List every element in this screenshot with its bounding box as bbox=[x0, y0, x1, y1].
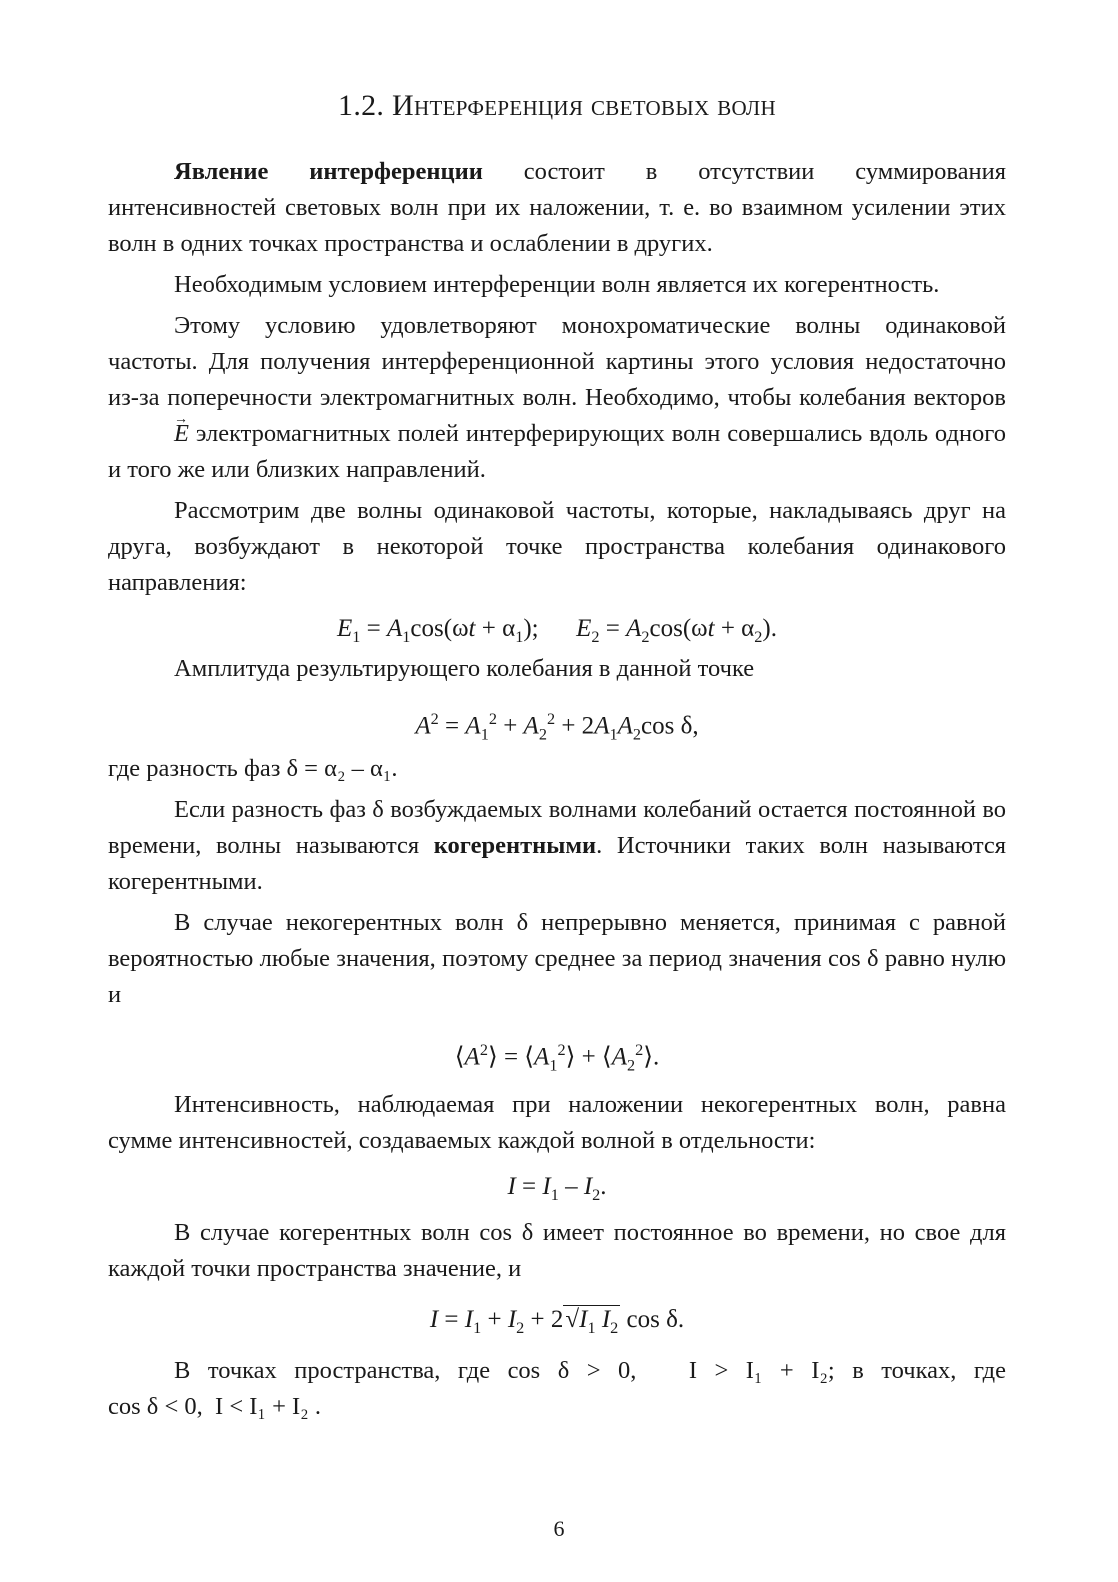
paragraph-text: В точках пространства, где bbox=[174, 1357, 508, 1384]
phase-difference-formula: δ = α₂ – α₁. bbox=[286, 755, 398, 782]
paragraph-conditions bbox=[108, 1353, 1006, 1425]
paragraph-text: возбуждаемых волнами колебаний остается постоянной во времени, волны называются bbox=[108, 796, 1006, 859]
paragraph-monochromatic bbox=[108, 308, 1006, 488]
paragraph-two-waves: Рассмотрим две волны одинаковой частоты, которые, накладываясь друг на друга, возбуждают в некоторой точке пространства колебания одинакового направления: bbox=[108, 497, 1006, 596]
delta-symbol: δ bbox=[372, 796, 384, 823]
paragraph-text: В случае некогерентных волн bbox=[174, 909, 517, 936]
vector-e-symbol: → E bbox=[108, 416, 189, 452]
paragraph-coherent bbox=[108, 792, 1006, 900]
paragraph-text: непрерывно меняется, принимая с равной вероятностью любые значения, поэтому среднее за период значения bbox=[108, 909, 1007, 972]
paragraph-text: Этому условию удовлетворяют монохроматические волны одинаковой частоты. Для получения интерференционной картины этого условия недостаточно из-за поперечности электромагнитных волн. Необходимо, чтобы колебания векторов bbox=[108, 312, 1006, 411]
term-interference: Явление интерференции bbox=[174, 158, 483, 185]
paragraph-intensity-incoherent: Интенсивность, наблюдаемая при наложении некогерентных волн, равна сумме интенсивностей, создаваемых каждой волной в отдельности: bbox=[108, 1091, 1006, 1154]
paragraph-coherent-cos bbox=[108, 1215, 1006, 1287]
section-title: 1.2. Интерференция световых волн bbox=[338, 89, 776, 122]
paragraph-text: Если разность фаз bbox=[174, 796, 373, 823]
paragraph-text: электромагнитных полей интерферирующих волн совершались вдоль одного и того же или близких направлений. bbox=[108, 420, 1006, 483]
cos-delta-symbol: cos δ bbox=[479, 1219, 534, 1246]
result-intensity-less: I < I₁ + I₂ . bbox=[215, 1393, 321, 1420]
page-number: 6 bbox=[553, 1516, 565, 1541]
paragraph-definition bbox=[108, 154, 1006, 262]
equation-intensity-coherent: $I = I_1 + I_2 + 2√I_1$ $I_2$ cos δ. bbox=[108, 1287, 1006, 1353]
paragraph-incoherent bbox=[108, 905, 1006, 1013]
paragraph-condition: Необходимым условием интерференции волн является их когерентность. bbox=[174, 271, 940, 298]
paragraph-phase-difference bbox=[108, 751, 1006, 787]
paragraph-amplitude: Амплитуда результирующего колебания в данной точке bbox=[174, 655, 755, 682]
result-intensity-greater: I > I₁ + I₂; bbox=[688, 1357, 835, 1384]
delta-symbol: δ bbox=[516, 909, 529, 936]
condition-cos-negative: cos δ < 0, bbox=[108, 1393, 203, 1420]
cos-delta-symbol: cos δ bbox=[828, 945, 879, 972]
paragraph-text: в точках, где bbox=[834, 1357, 1006, 1384]
equation-average: $⟨A^2⟩$ = $⟨A_1^2⟩$ + $⟨A_2^2⟩$. bbox=[454, 1041, 660, 1075]
equation-waves: $E_1 = A_1\cos(\omega t + \alpha_1)$; $E_2 = A_2\cos(\omega t + \alpha_2)$. bbox=[337, 615, 777, 646]
paragraph-text: состоит в отсутствии суммирования интенсивностей световых волн при их наложении, т. е. во взаимном усилении этих волн в одних точках пространства и ослаблении в других. bbox=[108, 158, 1007, 257]
paragraph-text: равно нулю и bbox=[108, 945, 1006, 1008]
paragraph-text: В случае когерентных волн bbox=[174, 1219, 480, 1246]
condition-cos-positive: cos δ > 0, bbox=[507, 1357, 637, 1384]
paragraph-text: . Источники таких волн называются когерентными. bbox=[108, 832, 1007, 895]
paragraph-text: где разность фаз bbox=[108, 755, 287, 782]
paragraph-text: имеет постоянное во времени, но свое для каждой точки пространства значение, и bbox=[108, 1219, 1007, 1282]
equation-intensity-sum: $I = I_1 - I_2$. bbox=[507, 1173, 607, 1204]
equation-amplitude: $A^2 = A_1^2 + A_2^2 + 2A_1A_2\cos$ δ, bbox=[415, 710, 699, 744]
term-coherent: когерентными bbox=[433, 832, 597, 859]
